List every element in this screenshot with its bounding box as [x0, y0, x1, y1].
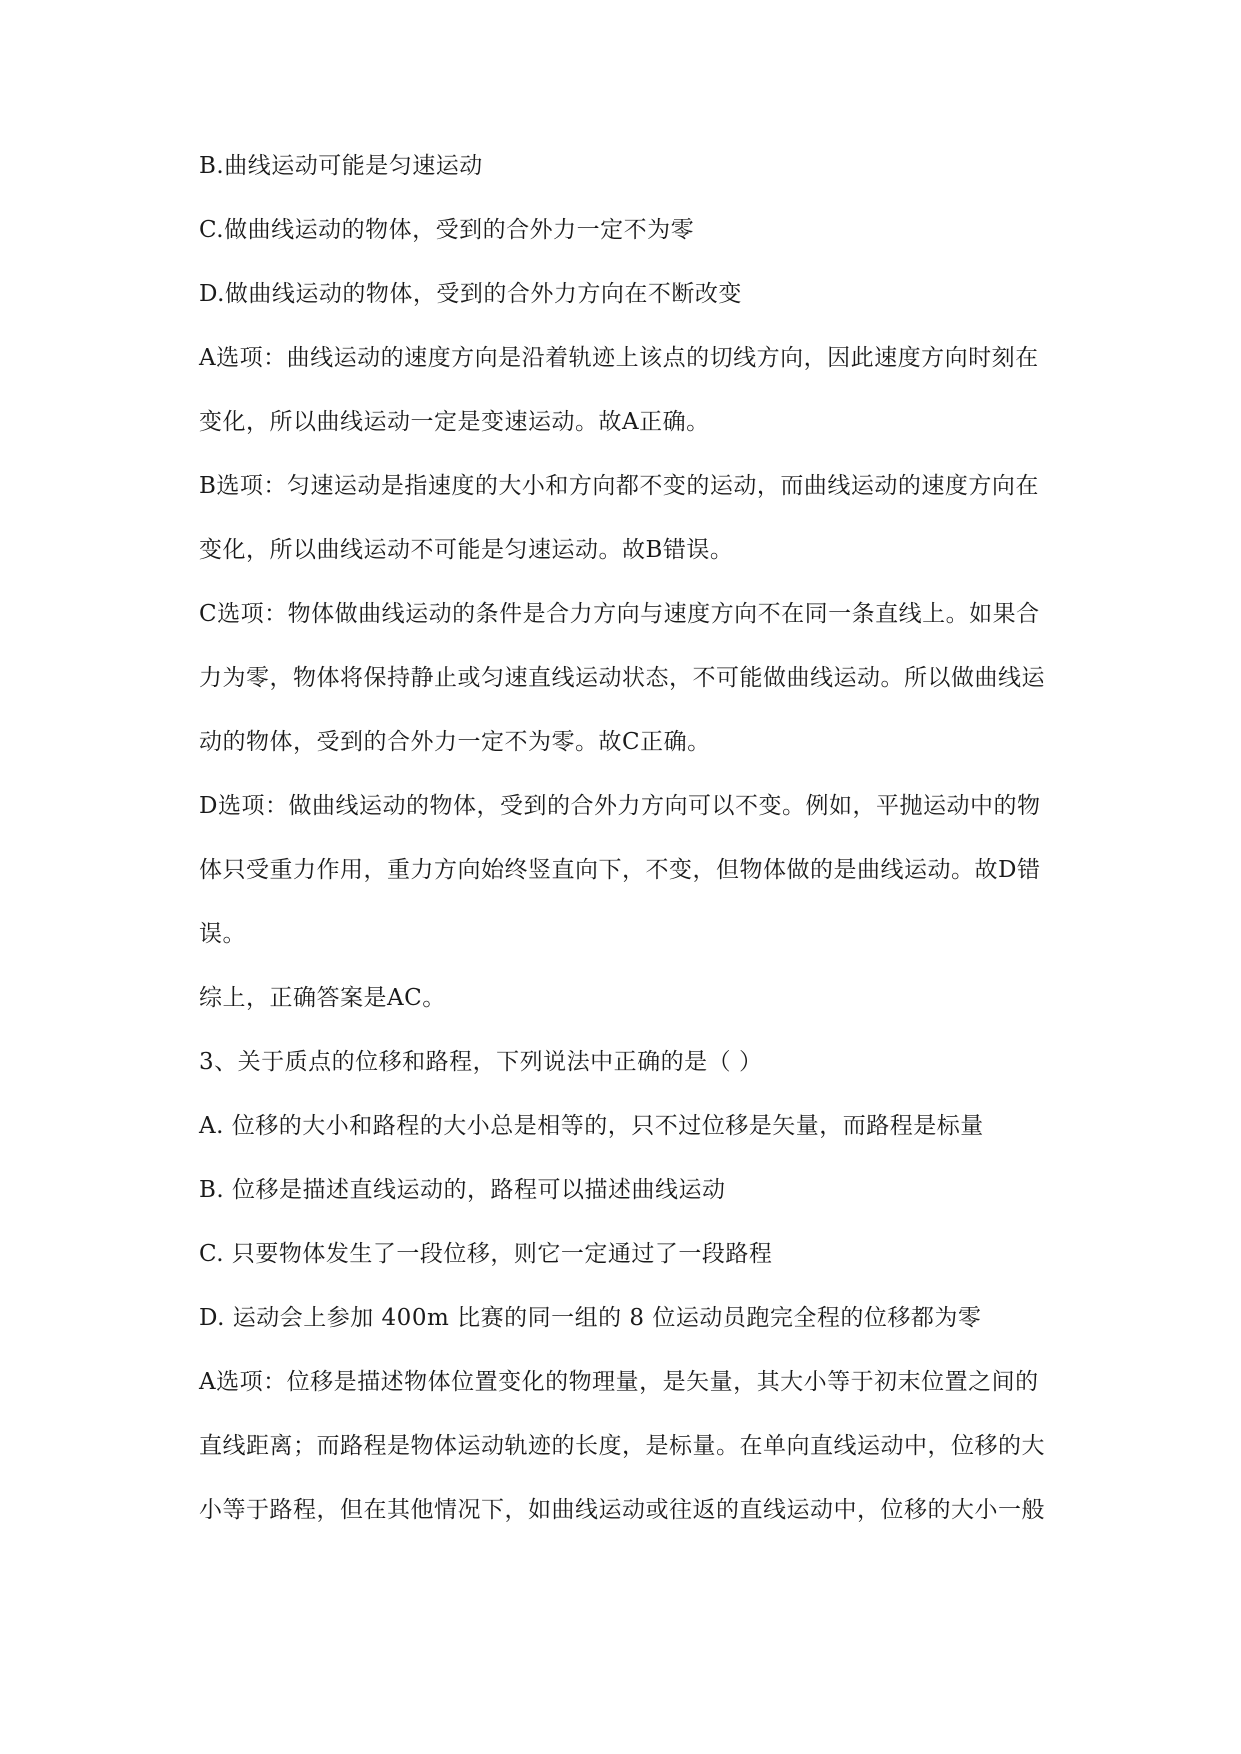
explanation-b-line-1: B选项：匀速运动是指速度的大小和方向都不变的运动，而曲线运动的速度方向在 [199, 473, 1039, 499]
explanation-c-line-2: 力为零，物体将保持静止或匀速直线运动状态，不可能做曲线运动。所以做曲线运 [199, 665, 1045, 691]
explanation-a-line-1: A选项：曲线运动的速度方向是沿着轨迹上该点的切线方向，因此速度方向时刻在 [199, 345, 1039, 371]
question-3-explanation-a-line-3: 小等于路程，但在其他情况下，如曲线运动或往返的直线运动中，位移的大小一般 [199, 1497, 1045, 1523]
option-d-text: D.做曲线运动的物体，受到的合外力方向在不断改变 [199, 281, 742, 307]
option-c-text: C.做曲线运动的物体，受到的合外力一定不为零 [199, 217, 695, 243]
question-3-option-d: D. 运动会上参加 400m 比赛的同一组的 8 位运动员跑完全程的位移都为零 [199, 1305, 982, 1331]
option-b-text: B.曲线运动可能是匀速运动 [199, 153, 483, 179]
question-3-stem: 3、关于质点的位移和路程，下列说法中正确的是（ ） [199, 1049, 763, 1075]
explanation-d-line-2: 体只受重力作用，重力方向始终竖直向下，不变，但物体做的是曲线运动。故D错 [199, 857, 1041, 883]
explanation-d-line-1: D选项：做曲线运动的物体，受到的合外力方向可以不变。例如，平抛运动中的物 [199, 793, 1041, 819]
explanation-a-line-2: 变化，所以曲线运动一定是变速运动。故A正确。 [199, 409, 710, 435]
explanation-c-line-3: 动的物体，受到的合外力一定不为零。故C正确。 [199, 729, 711, 755]
question-3-explanation-a-line-1: A选项：位移是描述物体位置变化的物理量，是矢量，其大小等于初末位置之间的 [199, 1369, 1039, 1395]
answer-summary: 综上，正确答案是AC。 [199, 985, 446, 1011]
explanation-c-line-1: C选项：物体做曲线运动的条件是合力方向与速度方向不在同一条直线上。如果合 [199, 601, 1040, 627]
question-3-explanation-a-line-2: 直线距离；而路程是物体运动轨迹的长度，是标量。在单向直线运动中，位移的大 [199, 1433, 1045, 1459]
explanation-b-line-2: 变化，所以曲线运动不可能是匀速运动。故B错误。 [199, 537, 734, 563]
document-body [199, 146, 1089, 1554]
question-3-option-b: B. 位移是描述直线运动的，路程可以描述曲线运动 [199, 1177, 726, 1203]
question-3-option-a: A. 位移的大小和路程的大小总是相等的，只不过位移是矢量，而路程是标量 [199, 1113, 984, 1139]
explanation-d-line-3: 误。 [199, 921, 246, 947]
question-3-option-c: C. 只要物体发生了一段位移，则它一定通过了一段路程 [199, 1241, 773, 1267]
